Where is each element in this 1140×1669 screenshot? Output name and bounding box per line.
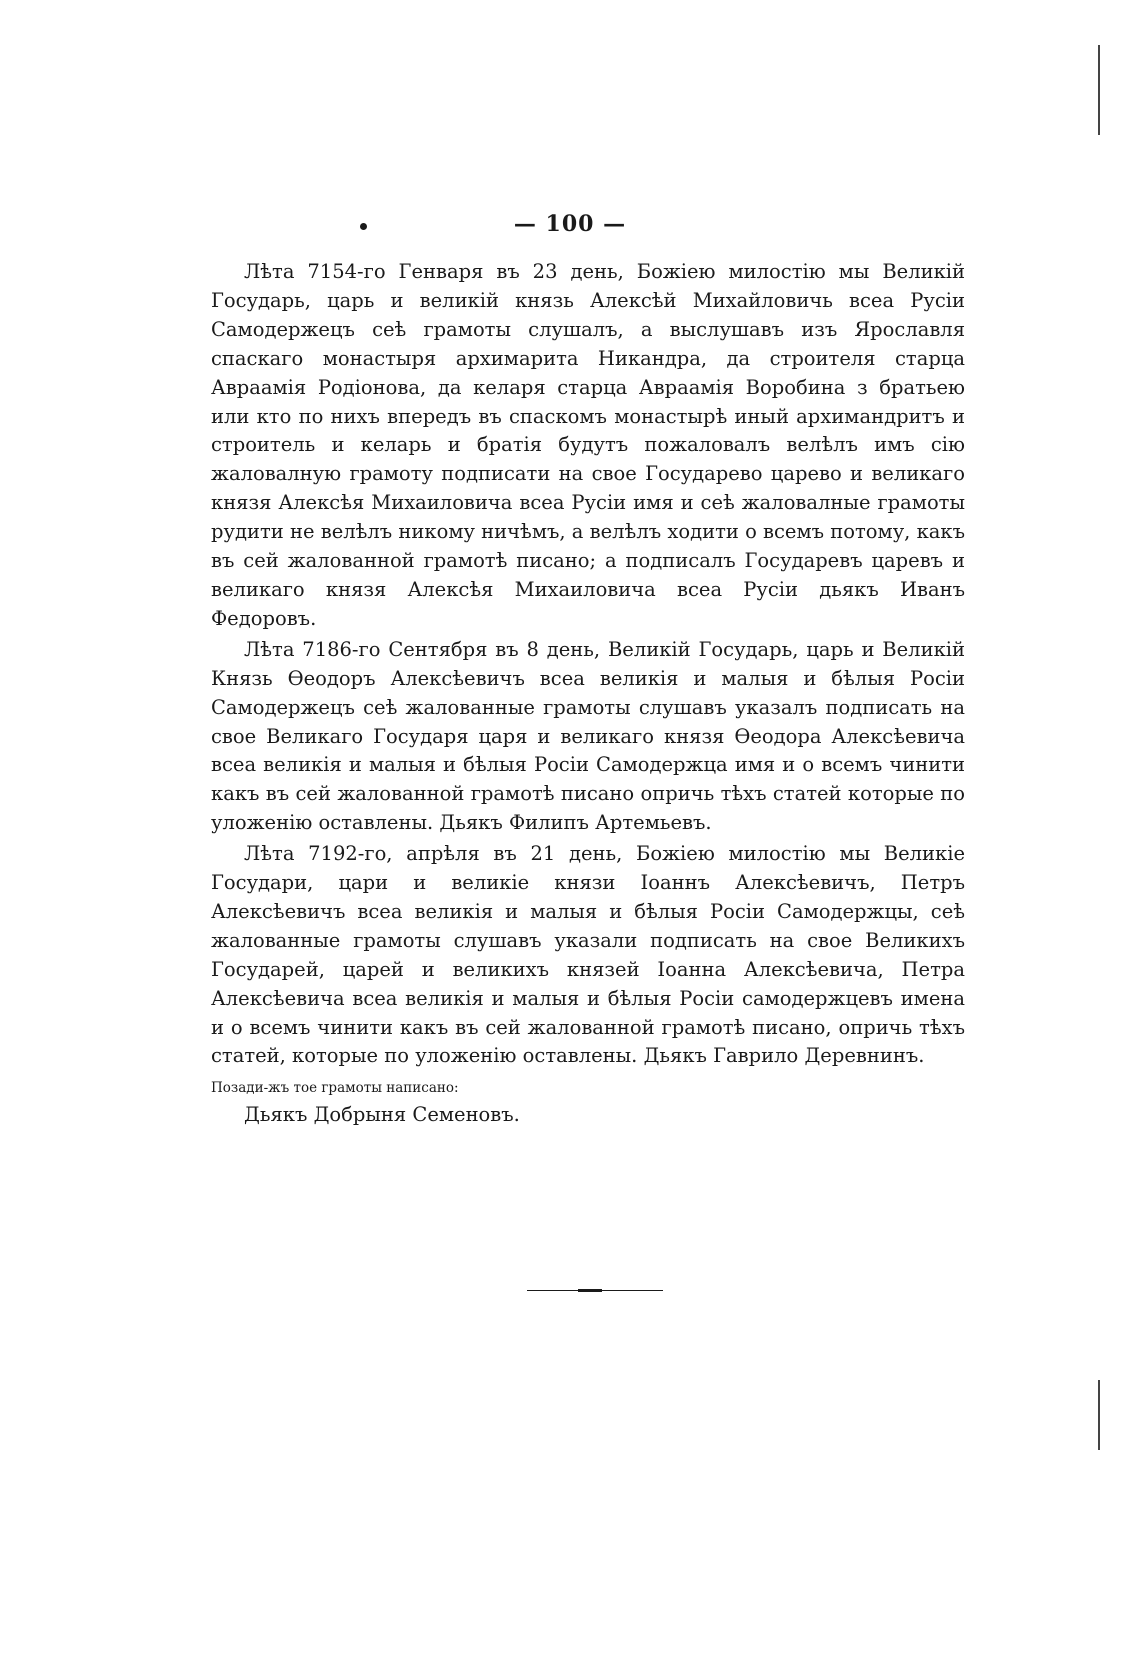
paragraph-2: Лѣта 7186-го Сентября въ 8 день, Великiй Государь, царь и Великiй Князь Ѳеодоръ Алексѣевичъ всеа великiя и малыя и бѣлыя Росiи Самодержецъ сеѣ жалованные грамоты слушавъ указалъ подписать на свое Великаго Государя царя и великаго князя Ѳеодора Алексѣевича всеа великiя и малыя и бѣлыя Росiи Самодержца имя и о всемъ чинити какъ въ сей жалованной грамотѣ писано опричь тѣхъ статей которые по уложенiю оставлены. Дьякъ Филипъ Артемьевъ.: [211, 637, 965, 835]
body-text: [211, 258, 965, 1132]
page-number: — 100 —: [513, 211, 627, 237]
signature-line: Дьякъ Добрыня Семеновъ.: [244, 1103, 520, 1127]
scan-edge-mark: [1098, 45, 1100, 135]
closing-rule-center: [578, 1289, 602, 1292]
reverse-side-note: Позади-жъ тое грамоты написано:: [211, 1080, 459, 1097]
paragraph-3: Лѣта 7192-го, апрѣля въ 21 день, Божiею милостiю мы Великiе Государи, цари и великiе князи Iоаннъ Алексѣевичъ, Петръ Алексѣевичъ всеа великiя и малыя и бѣлыя Росiи Самодержцы, сеѣ жалованные грамоты слушавъ указали подписать на свое Великихъ Государей, царей и великихъ князей Iоанна Алексѣевича, Петра Алексѣевича всеа великiя и малыя и бѣлыя Росiи самодержцевъ имена и о всемъ чинити какъ въ сей жалованной грамотѣ писано, опричь тѣхъ статей, которые по уложенiю оставлены. Дьякъ Гаврило Деревнинъ.: [211, 842, 965, 1068]
paragraph-1: Лѣта 7154-го Генваря въ 23 день, Божiею милостiю мы Великiй Государь, царь и великiй князь Алексѣй Михайловичь всеа Русiи Самодержецъ сеѣ грамоты слушалъ, а выслушавъ изъ Ярославля спаскаго монастыря архимарита Никандра, да строителя старца Авраамiя Родiонова, да келаря старца Авраамiя Воробина з братьею или кто по нихъ впередъ въ спаскомъ монастырѣ иный архимандритъ и строитель и келарь и братiя будутъ пожаловалъ велѣлъ имъ сiю жаловалную грамоту подписати на свое Государево царево и великаго князя Алексѣя Михаиловича всеа Русiи имя и сеѣ жаловалные грамоты рудити не велѣлъ никому ничѣмъ, а велѣлъ ходити о всемъ потому, какъ въ сей жалованной грамотѣ писано; а подписалъ Государевъ царевъ и великаго князя Алексѣя Михаиловича всеа Русiи дьякъ Иванъ Федоровъ.: [211, 260, 965, 630]
scan-edge-mark: [1098, 1380, 1100, 1450]
